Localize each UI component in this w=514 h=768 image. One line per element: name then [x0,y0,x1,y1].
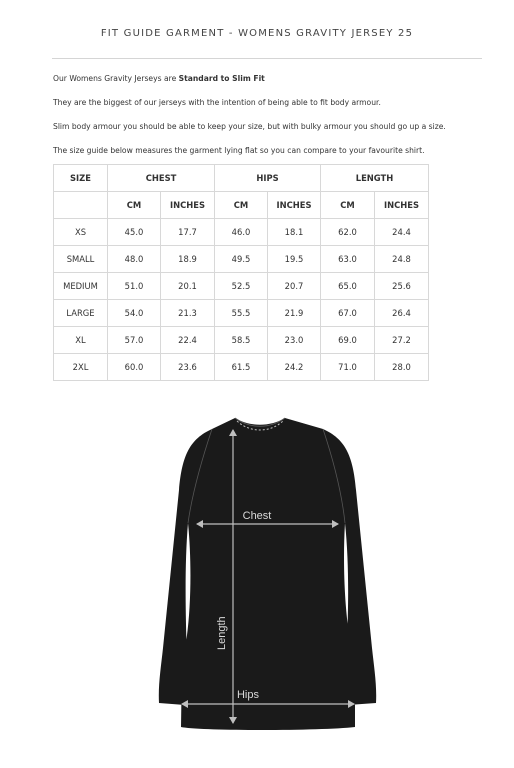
chest-cm-cell: 57.0 [108,327,161,354]
length-header: LENGTH [321,165,429,192]
length-in-cell: 24.8 [375,246,429,273]
chest-in-cell: 21.3 [161,300,215,327]
length-inches-header: INCHES [375,192,429,219]
jersey-measurement-diagram [140,405,380,735]
chest-cm-cell: 48.0 [108,246,161,273]
hips-in-cell: 20.7 [268,273,321,300]
hips-header: HIPS [215,165,321,192]
title-divider [52,58,482,59]
size-cell: 2XL [54,354,108,381]
jersey-silhouette [159,418,376,730]
table-header-row [54,165,429,192]
length-in-cell: 25.6 [375,273,429,300]
page-title: FIT GUIDE GARMENT - WOMENS GRAVITY JERSEY 25 [100,28,414,39]
table-row [54,273,429,300]
chest-header: CHEST [108,165,215,192]
hips-cm-header: CM [215,192,268,219]
chest-cm-cell: 54.0 [108,300,161,327]
length-cm-cell: 63.0 [321,246,375,273]
hips-in-cell: 23.0 [268,327,321,354]
chest-cm-cell: 45.0 [108,219,161,246]
chest-in-cell: 20.1 [161,273,215,300]
chest-cm-header: CM [108,192,161,219]
fit-type: Standard to Slim Fit [178,74,265,83]
chest-in-cell: 23.6 [161,354,215,381]
length-label: Length [216,616,228,650]
length-in-cell: 24.4 [375,219,429,246]
hips-inches-header: INCHES [268,192,321,219]
length-cm-cell: 62.0 [321,219,375,246]
chest-label: Chest [242,510,272,522]
size-cell: SMALL [54,246,108,273]
table-row [54,327,429,354]
chest-in-cell: 22.4 [161,327,215,354]
size-cell: LARGE [54,300,108,327]
hips-in-cell: 21.9 [268,300,321,327]
blank-header-cell [54,192,108,219]
size-table [53,164,429,381]
hips-in-cell: 19.5 [268,246,321,273]
hips-in-cell: 24.2 [268,354,321,381]
hips-cm-cell: 61.5 [215,354,268,381]
length-in-cell: 27.2 [375,327,429,354]
length-cm-cell: 67.0 [321,300,375,327]
chest-cm-cell: 51.0 [108,273,161,300]
length-in-cell: 28.0 [375,354,429,381]
hips-cm-cell: 58.5 [215,327,268,354]
chest-inches-header: INCHES [161,192,215,219]
size-cell: MEDIUM [54,273,108,300]
size-header: SIZE [54,165,108,192]
hips-in-cell: 18.1 [268,219,321,246]
table-row [54,219,429,246]
table-row [54,246,429,273]
length-in-cell: 26.4 [375,300,429,327]
length-cm-cell: 69.0 [321,327,375,354]
length-cm-cell: 71.0 [321,354,375,381]
intro-line-2: They are the biggest of our jerseys with the intention of being able to fit body armour. [53,98,381,107]
hips-cm-cell: 55.5 [215,300,268,327]
intro-line-1 [53,74,265,83]
length-cm-header: CM [321,192,375,219]
size-cell: XS [54,219,108,246]
size-cell: XL [54,327,108,354]
intro-line-3: Slim body armour you should be able to keep your size, but with bulky armour you should go up a size. [53,122,446,131]
table-units-row [54,192,429,219]
chest-in-cell: 17.7 [161,219,215,246]
intro-line-1-text: Our Womens Gravity Jerseys are [53,74,179,83]
intro-line-4: The size guide below measures the garment lying flat so you can compare to your favourite shirt. [53,146,425,155]
chest-cm-cell: 60.0 [108,354,161,381]
hips-label: Hips [236,689,260,701]
hips-cm-cell: 52.5 [215,273,268,300]
table-row [54,300,429,327]
length-cm-cell: 65.0 [321,273,375,300]
chest-in-cell: 18.9 [161,246,215,273]
hips-cm-cell: 46.0 [215,219,268,246]
hips-cm-cell: 49.5 [215,246,268,273]
table-row [54,354,429,381]
